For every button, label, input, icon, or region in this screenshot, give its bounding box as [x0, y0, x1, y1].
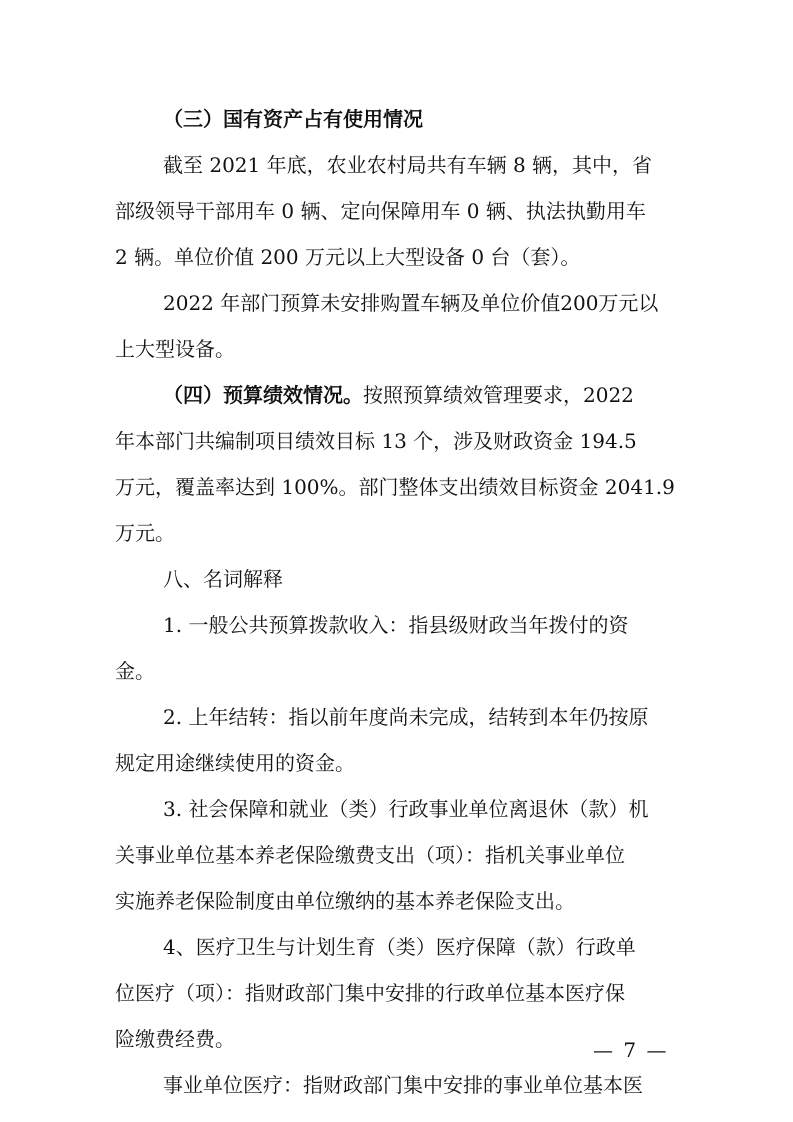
- paragraph-line: 年本部门共编制项目绩效目标 13 个，涉及财政资金 194.5: [115, 429, 637, 453]
- paragraph-line: 万元。: [115, 521, 175, 545]
- paragraph-line-performance: [115, 372, 675, 418]
- glossary-item-line: 2. 上年结转：指以前年度尚未完成，结转到本年仍按原: [163, 705, 649, 729]
- paragraph-line: 部级领导干部用车 0 辆、定向保障用车 0 辆、执法执勤用车: [115, 199, 646, 223]
- paragraph-line: 截至 2021 年底，农业农村局共有车辆 8 辆，其中，省: [163, 153, 653, 177]
- paragraph-text: 按照预算绩效管理要求，2022: [363, 383, 634, 407]
- section-heading-state-assets: （三）国有资产占有使用情况: [163, 107, 423, 131]
- page-number: — 7 —: [593, 1038, 669, 1062]
- paragraph-line: 万元，覆盖率达到 100%。部门整体支出绩效目标资金 2041.9: [115, 475, 675, 499]
- glossary-item-line: 事业单位医疗：指财政部门集中安排的事业单位基本医: [163, 1073, 643, 1097]
- glossary-item-line: 1. 一般公共预算拨款收入：指县级财政当年拨付的资: [163, 613, 629, 637]
- document-body: [115, 96, 675, 1108]
- glossary-item-line: 实施养老保险制度由单位缴纳的基本养老保险支出。: [115, 889, 575, 913]
- section-heading-performance: （四）预算绩效情况。: [163, 383, 363, 407]
- glossary-item-line: 规定用途继续使用的资金。: [115, 751, 355, 775]
- paragraph-line: 上大型设备。: [115, 337, 235, 361]
- paragraph-line: 2022 年部门预算未安排购置车辆及单位价值200万元以: [163, 291, 659, 315]
- glossary-item-line: 4、医疗卫生与计划生育（类）医疗保障（款）行政单: [163, 935, 636, 959]
- glossary-item-line: 金。: [115, 659, 155, 683]
- glossary-item-line: 险缴费经费。: [115, 1027, 235, 1051]
- section-heading-glossary: 八、名词解释: [163, 567, 283, 591]
- paragraph-line: 2 辆。单位价值 200 万元以上大型设备 0 台（套）。: [115, 245, 581, 269]
- glossary-item-line: 3. 社会保障和就业（类）行政事业单位离退休（款）机: [163, 797, 649, 821]
- glossary-item-line: 关事业单位基本养老保险缴费支出（项）：指机关事业单位: [115, 843, 625, 867]
- glossary-item-line: 位医疗（项）：指财政部门集中安排的行政单位基本医疗保: [115, 981, 625, 1005]
